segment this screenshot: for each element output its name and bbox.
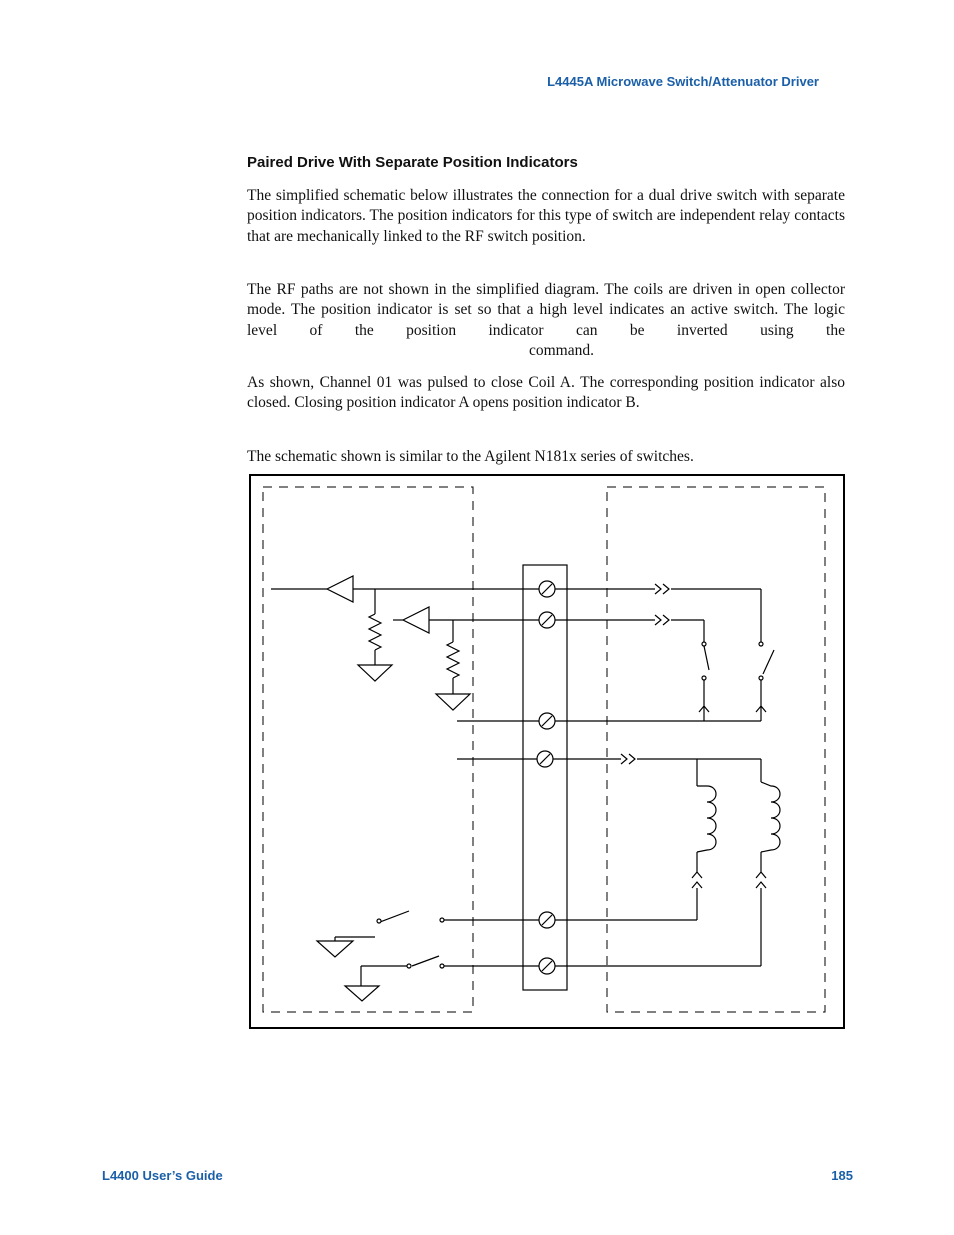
- screw-terminal-5: [539, 912, 555, 928]
- paragraph-intro: The simplified schematic below illustrates the connection for a dual drive switch with separate position indicators. The position indicators for this type of switch are independent relay contacts that are mechanically linked to the RF switch position.: [247, 187, 845, 245]
- schematic-svg: [249, 474, 845, 1029]
- relay-contact-1a: [377, 919, 381, 923]
- section-heading: Paired Drive With Separate Position Indicators: [247, 154, 578, 171]
- footer-guide-title: L4400 User’s Guide: [102, 1168, 223, 1183]
- relay-contact-1b: [440, 918, 444, 922]
- screw-terminal-4: [537, 751, 553, 767]
- paragraph-channel-pulse: As shown, Channel 01 was pulsed to close Coil A. The corresponding position indicator also closed. Closing position indicator A opens position indicator B.: [247, 374, 845, 412]
- relay-contact-2b: [440, 964, 444, 968]
- footer-page-number: 185: [831, 1168, 853, 1183]
- screw-terminal-1: [539, 581, 555, 597]
- schematic-figure: [249, 474, 845, 1029]
- screw-terminal-2: [539, 612, 555, 628]
- relay-contact-2a: [407, 964, 411, 968]
- running-head: L4445A Microwave Switch/Attenuator Driver: [547, 74, 819, 89]
- paragraph-rf-paths: [247, 280, 845, 361]
- screw-terminal-6: [539, 958, 555, 974]
- paragraph-similar-switches: The schematic shown is similar to the Agilent N181x series of switches.: [247, 448, 694, 465]
- paragraph-rf-paths-command: command.: [529, 341, 594, 359]
- screw-terminal-3: [539, 713, 555, 729]
- paragraph-rf-paths-text: The RF paths are not shown in the simplified diagram. The coils are driven in open collector mode. The position indicator is set so that a high level indicates an active switch. The logic level of the position indicator can be inverted using the: [247, 281, 845, 339]
